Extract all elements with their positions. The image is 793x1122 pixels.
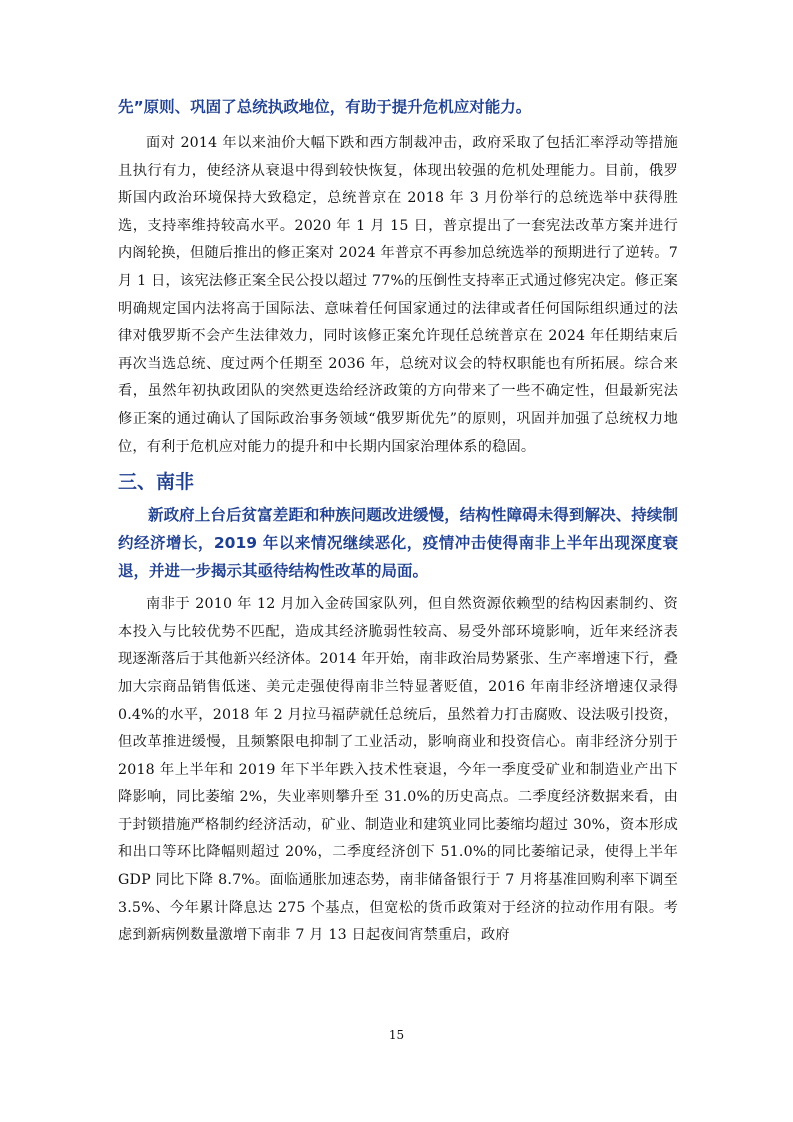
paragraph-russia-politics: 面对 2014 年以来油价大幅下跌和西方制裁冲击，政府采取了包括汇率浮动等措施且执行有力，使经济从衰退中得到较快恢复，体现出较强的危机处理能力。目前，俄罗斯国内政治环境保持大致稳定，总统普京在 2018 年 3 月份举行的总统选举中获得胜选，支持率维持较高水平。2020 年 1 月 15 日，普京提出了一套宪法改革方案并进行内阁轮换，但随后推出的修正案对 2024 年普京不再参加总统选举的预期进行了逆转。7 月 1 日，该宪法修正案全民公投以超过 77%的压倒性支持率正式通过修宪决定。修正案明确规定国内法将高于国际法、意味着任何国家通过的法律或者任何国际组织通过的法律对俄罗斯不会产生法律效力，同时该修正案允许现任总统普京在 2024 年任期结束后再次当选总统、度过两个任期至 2036 年，总统对议会的特权职能也有所拓展。综合来看，虽然年初执政团队的突然更迭给经济政策的方向带来了一些不确定性，但最新宪法修正案的通过确认了国际政治事务领域“俄罗斯优先”的原则，巩固并加强了总统权力地位，有利于危机应对能力的提升和中长期内国家治理体系的稳固。	[118, 135, 678, 455]
page-content	[118, 92, 678, 950]
page-number: 15	[388, 1028, 405, 1042]
paragraph-south-africa-economy: 南非于 2010 年 12 月加入金砖国家队列，但自然资源依赖型的结构因素制约、资本投入与比较优势不匹配，造成其经济脆弱性较高、易受外部环境影响，近年来经济表现逐渐落后于其他新兴经济体。2014 年开始，南非政治局势紧张、生产率增速下行，叠加大宗商品销售低迷、美元走强使得南非兰特显著贬值，2016 年南非经济增速仅录得 0.4%的水平，2018 年 2 月拉马福萨就任总统后，虽然着力打击腐败、设法吸引投资，但改革推进缓慢，且频繁限电抑制了工业活动，影响商业和投资信心。南非经济分别于 2018 年上半年和 2019 年下半年跌入技术性衰退，今年一季度受矿业和制造业产出下降影响，同比萎缩 2%，失业率则攀升至 31.0%的历史高点。二季度经济数据来看，由于封锁措施严格制约经济活动，矿业、制造业和建筑业同比萎缩均超过 30%，资本形成和出口等环比降幅则超过 20%，二季度经济创下 51.0%的同比萎缩记录，使得上半年 GDP 同比下降 8.7%。面临通胀加速态势，南非储备银行于 7 月将基准回购利率下调至 3.5%、今年累计降息达 275 个基点，但宽松的货币政策对于经济的拉动作用有限。考虑到新病例数量激增下南非 7 月 13 日起夜间宵禁重启，政府	[118, 596, 678, 944]
section-summary-south-africa: 新政府上台后贫富差距和种族问题改进缓慢，结构性障碍未得到解决、持续制约经济增长，2019 年以来情况继续恶化，疫情冲击使得南非上半年出现深度衰退，并进一步揭示其亟待结构性改革的局面。	[118, 506, 678, 581]
section-heading-south-africa: 三、南非	[118, 471, 195, 494]
summary-continuation: 先”原则、巩固了总统执政地位，有助于提升危机应对能力。	[118, 98, 532, 116]
